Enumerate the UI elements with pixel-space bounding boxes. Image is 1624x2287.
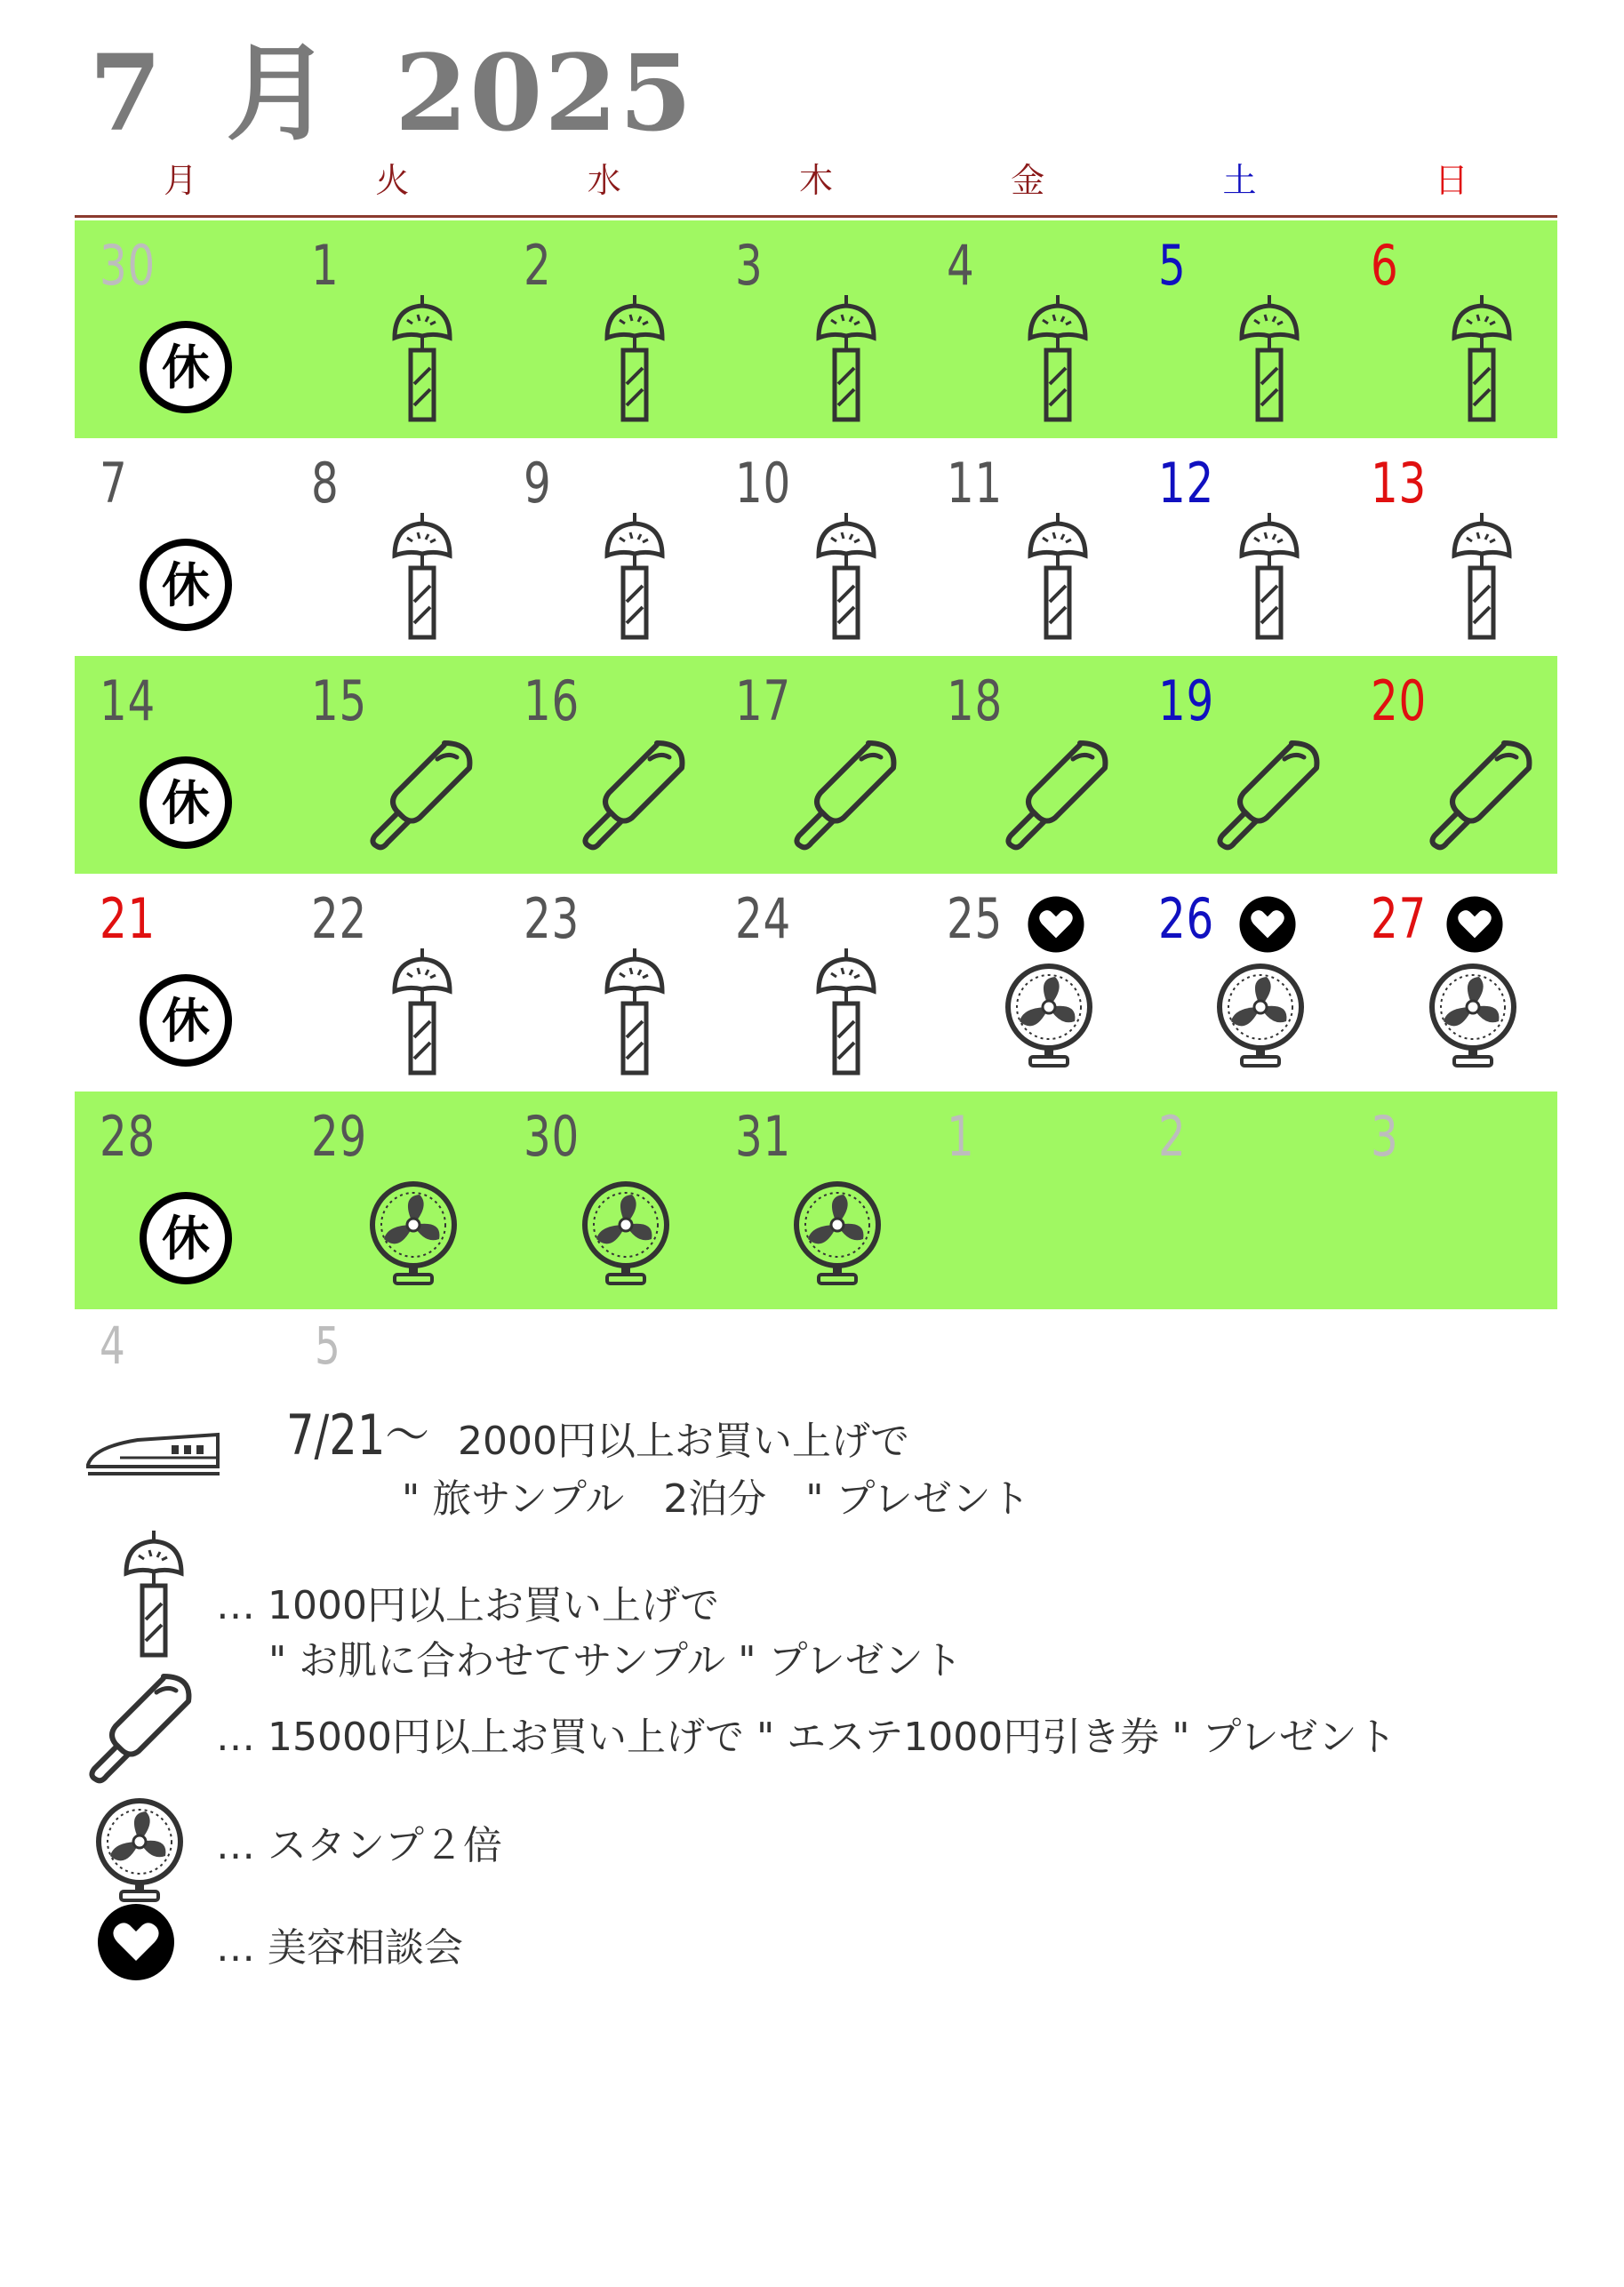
title-month-kanji: 月: [226, 31, 333, 155]
day-number: 15: [311, 668, 368, 733]
day-number: 29: [311, 1104, 368, 1169]
day-number: 17: [734, 668, 791, 733]
calendar-week-row: [75, 1092, 1557, 1309]
day-number: 3: [1370, 1104, 1399, 1169]
calendar-day-cell: [1133, 438, 1345, 656]
wind-chime-icon: [806, 509, 886, 643]
calendar-day-cell: [1133, 656, 1345, 874]
day-number: 4: [947, 233, 975, 298]
day-number: 14: [100, 668, 156, 733]
day-number: 1: [947, 1104, 975, 1169]
day-number: 7: [100, 451, 128, 516]
day-number: 9: [523, 451, 552, 516]
holiday-glyph: 休: [162, 1211, 210, 1267]
calendar-day-cell: [1133, 874, 1345, 1092]
day-number: 5: [1158, 233, 1187, 298]
legend-wind-chime-line1: … 1000円以上お買い上げで: [216, 1583, 719, 1628]
wind-chime-icon: [806, 945, 886, 1078]
calendar-day-cell: [922, 220, 1133, 438]
ice-pop-icon: [998, 736, 1114, 852]
wind-chime-icon: [1229, 292, 1309, 425]
fan-icon: [1424, 963, 1522, 1069]
bullet-train-icon: [84, 1422, 227, 1484]
ice-pop-icon: [787, 736, 902, 852]
trailing-day-4: 4: [100, 1315, 125, 1376]
calendar-week-row: [75, 438, 1557, 656]
calendar-grid: [75, 220, 1557, 1309]
wind-chime-icon: [1018, 292, 1098, 425]
holiday-icon: [137, 536, 235, 634]
calendar-day-cell: [1133, 1092, 1345, 1309]
day-number: 19: [1158, 668, 1215, 733]
day-number: 25: [947, 886, 1004, 951]
trailing-day-5: 5: [315, 1315, 340, 1376]
holiday-glyph: 休: [162, 775, 210, 831]
holiday-glyph: 休: [162, 557, 210, 613]
calendar-day-cell: [922, 656, 1133, 874]
heart-icon: [1027, 895, 1085, 954]
day-number: 22: [311, 886, 368, 951]
day-number: 2: [523, 233, 552, 298]
calendar-day-cell: [710, 220, 922, 438]
wind-chime-icon: [382, 945, 462, 1078]
ice-pop-icon: [1422, 736, 1538, 852]
weekday-header: [75, 151, 1557, 218]
legend-train-line1: 2000円以上お買い上げで: [458, 1419, 909, 1464]
legend-ice-pop-icon: [82, 1669, 197, 1785]
fan-icon: [577, 1180, 675, 1287]
legend-wind-chime-line2: " お肌に合わせてサンプル " プレゼント: [268, 1638, 963, 1683]
ice-pop-icon: [575, 736, 691, 852]
heart-icon: [1238, 895, 1297, 954]
day-number: 30: [100, 233, 156, 298]
title-month: 7: [89, 31, 164, 155]
legend-fan-icon: [91, 1797, 188, 1904]
calendar-day-cell: [499, 874, 710, 1092]
weekday-label: 土: [1222, 161, 1257, 200]
fan-icon: [788, 1180, 886, 1287]
calendar-day-cell: [1133, 220, 1345, 438]
holiday-icon: [137, 972, 235, 1069]
calendar-day-cell: [286, 1092, 498, 1309]
calendar-day-cell: [75, 1092, 286, 1309]
wind-chime-icon: [806, 292, 886, 425]
day-number: 21: [100, 886, 156, 951]
wind-chime-icon: [595, 292, 675, 425]
day-number: 8: [311, 451, 340, 516]
day-number: 6: [1370, 233, 1399, 298]
wind-chime-icon: [382, 292, 462, 425]
calendar-day-cell: [286, 438, 498, 656]
day-number: 18: [947, 668, 1004, 733]
calendar-day-cell: [499, 656, 710, 874]
wind-chime-icon: [595, 509, 675, 643]
wind-chime-icon: [1229, 509, 1309, 643]
calendar-day-cell: [710, 1092, 922, 1309]
calendar-title: [89, 9, 694, 155]
weekday-label: 日: [1434, 161, 1468, 200]
wind-chime-icon: [595, 945, 675, 1078]
legend-heart-line1: … 美容相談会: [216, 1925, 463, 1971]
calendar-day-cell: [922, 1092, 1133, 1309]
calendar-week-row: [75, 656, 1557, 874]
title-year: 2025: [395, 31, 694, 155]
day-number: 11: [947, 451, 1004, 516]
wind-chime-icon: [382, 509, 462, 643]
day-number: 10: [734, 451, 791, 516]
calendar-day-cell: [1346, 874, 1557, 1092]
fan-icon: [1000, 963, 1098, 1069]
legend-fan-line1: … スタンプ２倍: [216, 1823, 502, 1868]
weekday-label: 火: [375, 161, 410, 200]
calendar-day-cell: [499, 1092, 710, 1309]
wind-chime-icon: [1018, 509, 1098, 643]
weekday-label: 木: [798, 161, 833, 200]
holiday-glyph: 休: [162, 993, 210, 1049]
calendar-day-cell: [286, 220, 498, 438]
day-number: 24: [734, 886, 791, 951]
calendar-day-cell: [1346, 438, 1557, 656]
holiday-glyph: 休: [162, 340, 210, 396]
calendar-day-cell: [75, 656, 286, 874]
calendar-day-cell: [710, 874, 922, 1092]
calendar-day-cell: [499, 438, 710, 656]
legend-heart-icon: [96, 1902, 176, 1982]
day-number: 3: [734, 233, 764, 298]
holiday-icon: [137, 754, 235, 852]
weekday-label: 月: [164, 161, 198, 200]
wind-chime-icon: [1442, 292, 1522, 425]
legend-train-line2: " 旅サンプル 2泊分 " プレゼント: [402, 1476, 1030, 1522]
calendar-day-cell: [1346, 220, 1557, 438]
day-number: 31: [734, 1104, 791, 1169]
day-number: 13: [1370, 451, 1427, 516]
calendar-day-cell: [1346, 656, 1557, 874]
day-number: 26: [1158, 886, 1215, 951]
calendar-day-cell: [75, 220, 286, 438]
day-number: 16: [523, 668, 580, 733]
holiday-icon: [137, 318, 235, 416]
calendar-day-cell: [75, 874, 286, 1092]
day-number: 28: [100, 1104, 156, 1169]
fan-icon: [1212, 963, 1309, 1069]
day-number: 30: [523, 1104, 580, 1169]
legend-wind-chime-icon: [114, 1527, 194, 1660]
day-number: 23: [523, 886, 580, 951]
calendar-week-row: [75, 874, 1557, 1092]
ice-pop-icon: [1210, 736, 1325, 852]
calendar-day-cell: [286, 656, 498, 874]
day-number: 20: [1370, 668, 1427, 733]
legend-ice-pop-line1: … 15000円以上お買い上げで " エステ1000円引き券 " プレゼント: [216, 1715, 1396, 1760]
calendar-day-cell: [710, 656, 922, 874]
weekday-label: 金: [1011, 161, 1045, 200]
calendar-day-cell: [922, 874, 1133, 1092]
calendar-day-cell: [75, 438, 286, 656]
calendar-day-cell: [499, 220, 710, 438]
calendar-week-row: [75, 220, 1557, 438]
legend-train-date: 7/21～: [286, 1403, 429, 1467]
holiday-icon: [137, 1189, 235, 1287]
calendar-day-cell: [1346, 1092, 1557, 1309]
ice-pop-icon: [363, 736, 478, 852]
heart-icon: [1445, 895, 1504, 954]
day-number: 12: [1158, 451, 1215, 516]
day-number: 2: [1158, 1104, 1187, 1169]
calendar-day-cell: [710, 438, 922, 656]
calendar-day-cell: [922, 438, 1133, 656]
weekday-label: 水: [587, 161, 621, 200]
fan-icon: [364, 1180, 462, 1287]
calendar-day-cell: [286, 874, 498, 1092]
day-number: 27: [1370, 886, 1427, 951]
day-number: 1: [311, 233, 340, 298]
wind-chime-icon: [1442, 509, 1522, 643]
